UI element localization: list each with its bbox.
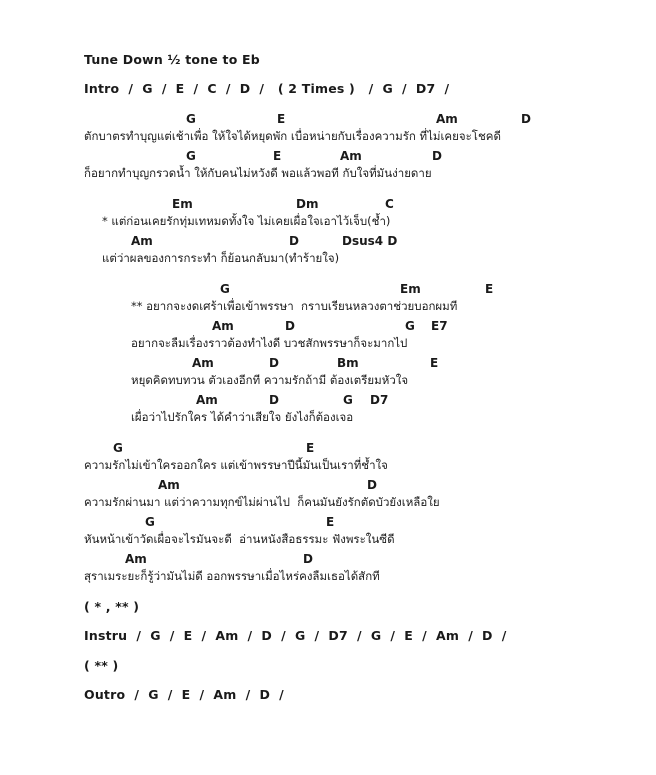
repeat-marker: ( ** ): [84, 658, 119, 673]
chord: D: [285, 319, 295, 333]
chord: Am: [436, 112, 458, 126]
chord: G: [405, 319, 415, 333]
chord: Em: [172, 197, 193, 211]
chord: Am: [131, 234, 153, 248]
chord: E: [326, 515, 335, 529]
chord: D7: [370, 393, 389, 407]
lyric-line: * แต่ก่อนเคยรักทุ่มเทหมดทั้งใจ ไม่เคยเผื่อใจเอาไว้เจ็บ(ช้ำ): [102, 214, 391, 228]
chord: G: [186, 149, 196, 163]
chord: Dsus4 D: [342, 234, 398, 248]
instrumental-line: Instru / G / E / Am / D / G / D7 / G / E / Am / D /: [84, 628, 507, 643]
chord: D: [303, 552, 313, 566]
chord: E: [306, 441, 315, 455]
tuning-line: Tune Down ½ tone to Eb: [84, 52, 260, 67]
lyric-line: ** อยากจะงดเศร้าเพื่อเข้าพรรษา กราบเรียนหลวงตาช่วยบอกผมที: [131, 299, 458, 313]
chord: Em: [400, 282, 421, 296]
repeat-marker: ( * , ** ): [84, 599, 140, 614]
chord: E: [273, 149, 282, 163]
chord: Am: [125, 552, 147, 566]
chord: Am: [212, 319, 234, 333]
chord: C: [385, 197, 394, 211]
lyric-line: หยุดคิดทบทวน ตัวเองอีกที ความรักถ้ามี ต้องเตรียมหัวใจ: [131, 373, 409, 387]
lyric-line: ตักบาตรทำบุญแต่เช้าเพื่อ ให้ใจได้หยุดพัก เบื่อหน่ายกับเรื่องความรัก ที่ไม่เคยจะโชคดี: [84, 129, 501, 143]
chord: E: [485, 282, 494, 296]
lyric-line: หันหน้าเข้าวัดเผื่อจะไรมันจะดี อ่านหนังสือธรรมะ ฟังพระในซีดี: [84, 532, 395, 546]
chord: D: [521, 112, 531, 126]
chord: Bm: [337, 356, 359, 370]
chord: Am: [196, 393, 218, 407]
chord: G: [343, 393, 353, 407]
chord: D: [367, 478, 377, 492]
lyric-line: ก็อยากทำบุญกรวดน้ำ ให้กับคนไม่หวังดี พอแล้วพอที กับใจที่มันง่ายดาย: [84, 166, 432, 180]
chord: G: [145, 515, 155, 529]
lyric-line: สุราเมระยะก็รู้ว่ามันไม่ดี ออกพรรษาเมื่อไหร่คงลืมเธอได้สักที: [84, 569, 380, 583]
lyric-line: ความรักไม่เข้าใครออกใคร แต่เข้าพรรษาปีนี้มันเป็นเราที่ช้ำใจ: [84, 458, 388, 472]
chord: Am: [158, 478, 180, 492]
lyric-line: เผื่อว่าไปรักใคร ได้คำว่าเสียใจ ยังไงก็ต้องเจอ: [131, 410, 354, 424]
chord: D: [269, 393, 279, 407]
chord: D: [289, 234, 299, 248]
chord: G: [220, 282, 230, 296]
chord: G: [186, 112, 196, 126]
lyric-line: อยากจะลืมเรื่องราวต้องทำไงดี บวชสักพรรษาก็จะมากไป: [131, 336, 408, 350]
intro-line: Intro / G / E / C / D / ( 2 Times ) / G / D7 /: [84, 81, 450, 96]
lyric-line: ความรักผ่านมา แต่ว่าความทุกข์ไม่ผ่านไป ก็คนมันยังรักตัดบัวยังเหลือใย: [84, 495, 440, 509]
chord: G: [113, 441, 123, 455]
chord: Am: [340, 149, 362, 163]
chord: Dm: [296, 197, 319, 211]
chord: E: [277, 112, 286, 126]
chord: D: [432, 149, 442, 163]
chord: E: [430, 356, 439, 370]
lyric-line: แต่ว่าผลของการกระทำ ก็ย้อนกลับมา(ทำร้ายใจ): [102, 251, 340, 265]
chord: D: [269, 356, 279, 370]
chord: E7: [431, 319, 448, 333]
outro-line: Outro / G / E / Am / D /: [84, 687, 284, 702]
chord: Am: [192, 356, 214, 370]
